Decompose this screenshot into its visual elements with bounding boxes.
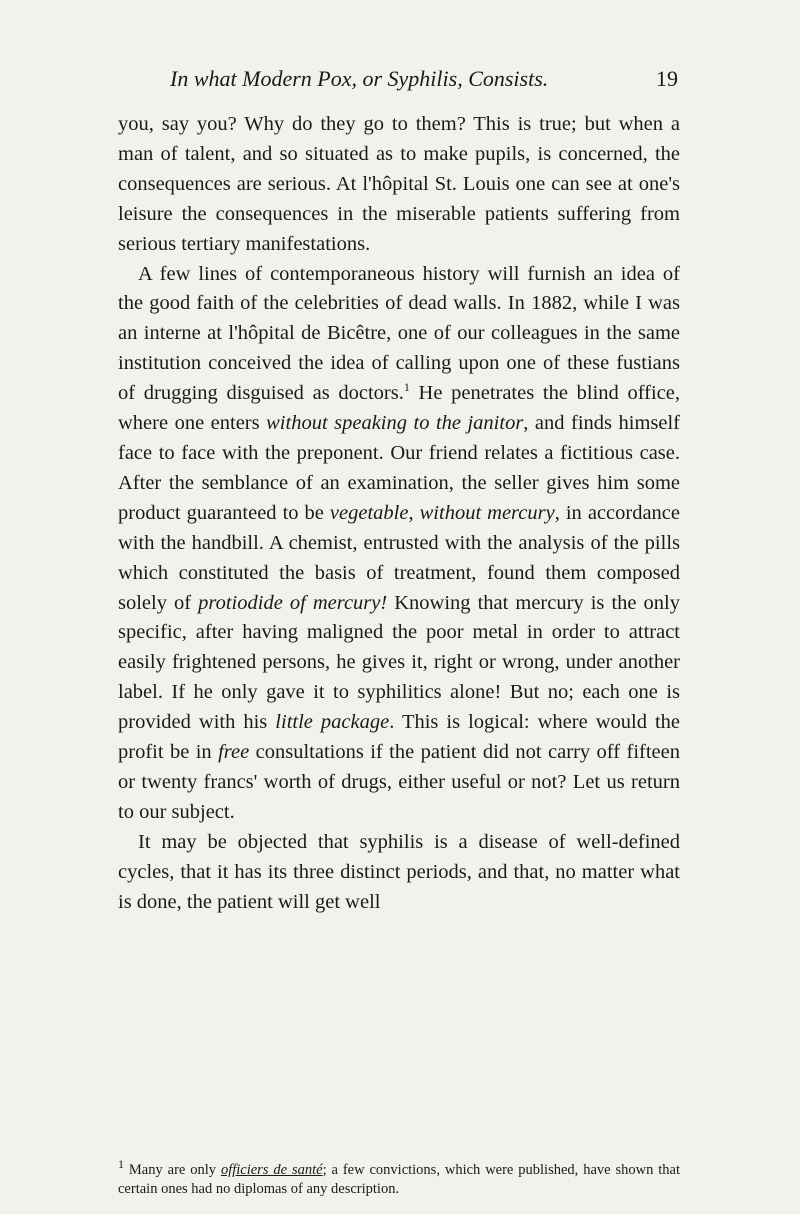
page-number: 19 — [656, 66, 678, 91]
italic-text: officiers de santé — [220, 1162, 323, 1178]
italic-text: without speaking to the janitor — [266, 412, 524, 435]
text-span: Many are only — [124, 1162, 221, 1178]
text-span: . This is logical: where would the profit be in — [118, 711, 680, 764]
text-span: consultations if the patient did not carry off fifteen or twenty francs' worth of drugs, either useful or not? Let us return to our subject. — [118, 741, 680, 823]
footnote-marker: 1 — [403, 380, 410, 395]
italic-text: protiodide of mercury! — [198, 591, 388, 614]
text-span: , in accordance with the handbill. A chemist, entrusted with the analysis of the pills which constituted the basis of treatment, found them composed solely of — [118, 501, 680, 614]
italic-text: without mercury — [419, 501, 555, 524]
italic-text: little package — [275, 711, 390, 734]
running-title: In what Modern Pox, or Syphilis, Consists. — [170, 66, 549, 91]
text-span: It may be objected that syphilis is a disease of well-defined cycles, that it has its three distinct periods, and that, no matter what is done, the patient will get well — [118, 830, 680, 913]
paragraph-3 — [118, 828, 680, 918]
text-span: you, say you? Why do they go to them? This is true; but when a man of talent, and so situated as to make pupils, is concerned, the consequences are serious. At l'hôpital St. Louis one can see at one's leisure the consequences in the miserable patients suffering from serious tertiary manifestations. — [118, 113, 680, 255]
footnote — [118, 1157, 680, 1199]
text-span: He penetrates the blind office, where one enters — [118, 382, 680, 435]
italic-text: free — [218, 741, 250, 764]
body-text — [118, 110, 680, 917]
text-span: , and finds himself face to face with the preponent. Our friend relates a fictitious case. After the semblance of an examination, the seller gives him some product guaranteed to be — [118, 412, 680, 524]
page-header — [118, 62, 678, 96]
paragraph-2 — [118, 260, 680, 828]
text-span: Knowing that mercury is the only specific, after having maligned the poor metal in order to attract easily frightened persons, he gives it, right or wrong, under another label. If he only gave it to syphilitics alone! But no; each one is provided with his — [118, 591, 680, 734]
paragraph-1 — [118, 110, 680, 260]
footnote-number: 1 — [118, 1157, 124, 1172]
italic-text: vegetable — [329, 501, 409, 524]
text-span: A few lines of contemporaneous history will furnish an idea of the good faith of the celebrities of dead walls. In 1882, while I was an interne at l'hôpital de Bicêtre, one of our colleagues in the same institution conceived the idea of calling upon one of these fustians of drugging disguised as doctors. — [118, 262, 680, 405]
text-span: , — [408, 501, 420, 524]
text-span: ; a few convictions, which were published, have shown that certain ones had no diplomas of any description. — [118, 1162, 680, 1197]
